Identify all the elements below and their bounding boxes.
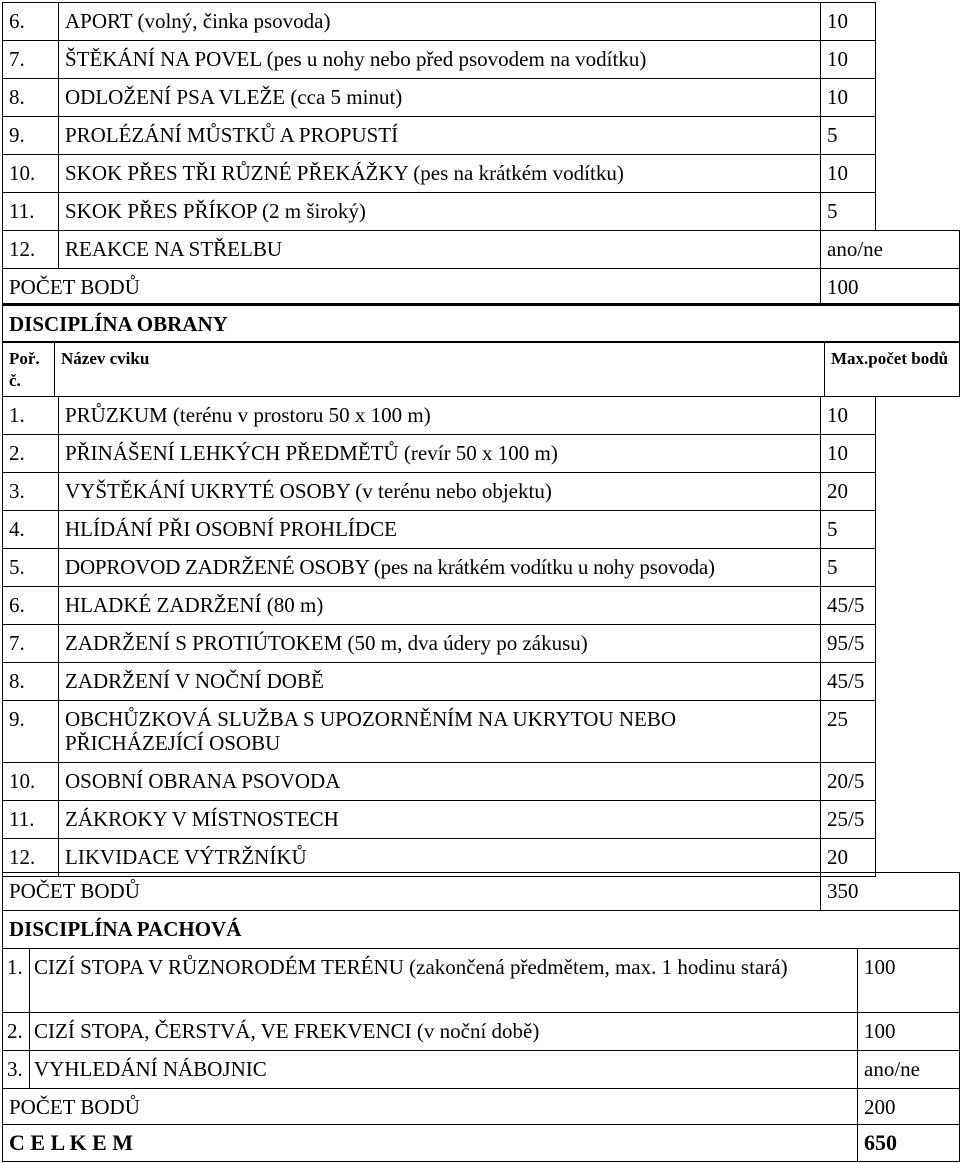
max-points: 45/5 [821, 663, 876, 701]
row-number: 8. [3, 663, 59, 701]
max-points: 5 [821, 193, 876, 231]
max-points: 10 [821, 397, 876, 435]
table-row [3, 435, 876, 473]
total-row [3, 873, 960, 911]
table-row [3, 663, 876, 701]
table-section-1-last [2, 230, 960, 269]
exercise-name: ZADRŽENÍ S PROTIÚTOKEM (50 m, dva údery po zákusu) [59, 625, 821, 663]
exercise-name: ŠTĚKÁNÍ NA POVEL (pes u nohy nebo před psovodem na vodítku) [59, 41, 821, 79]
section-2-total [2, 872, 960, 911]
table-row [3, 763, 876, 801]
exercise-name: ZÁKROKY V MÍSTNOSTECH [59, 801, 821, 839]
table-row [3, 79, 876, 117]
exercise-name: LIKVIDACE VÝTRŽNÍKŮ [59, 839, 821, 877]
row-number: 7. [3, 41, 59, 79]
table-row [3, 511, 876, 549]
total-value: 100 [821, 269, 960, 304]
row-number: 10. [3, 155, 59, 193]
grand-total-row [3, 1125, 960, 1162]
exercise-name: REAKCE NA STŘELBU [59, 231, 821, 269]
row-number: 3. [3, 473, 59, 511]
section-3-title-table [2, 910, 960, 949]
table-section-2-rest [2, 586, 876, 877]
column-header-points: Max.počet bodů [825, 342, 960, 397]
table-row [3, 231, 960, 269]
max-points: 5 [821, 549, 876, 587]
column-header-number: Poř. č. [3, 342, 55, 397]
exercise-name: HLÍDÁNÍ PŘI OSOBNÍ PROHLÍDCE [59, 511, 821, 549]
max-points: 5 [821, 117, 876, 155]
table-row [3, 839, 876, 877]
max-points: 100 [858, 949, 960, 1013]
exercise-name: APORT (volný, činka psovoda) [59, 3, 821, 41]
row-number: 9. [3, 701, 59, 763]
table-row [3, 155, 876, 193]
row-number: 10. [3, 763, 59, 801]
exercise-name: SKOK PŘES PŘÍKOP (2 m široký) [59, 193, 821, 231]
total-label: POČET BODŮ [3, 873, 821, 911]
row-number: 11. [3, 193, 59, 231]
max-points: 5 [821, 511, 876, 549]
table-row [3, 1051, 960, 1089]
table-section-3 [2, 948, 960, 1089]
table-row [3, 949, 960, 1013]
exercise-name: VYŠTĚKÁNÍ UKRYTÉ OSOBY (v terénu nebo objektu) [59, 473, 821, 511]
row-number: 12. [3, 231, 59, 269]
grand-total-label: C E L K E M [3, 1125, 858, 1162]
column-header-name: Název cviku [55, 342, 825, 397]
row-number: 3. [3, 1051, 30, 1089]
table-section-1 [2, 2, 876, 231]
exercise-name: PROLÉZÁNÍ MŮSTKŮ A PROPUSTÍ [59, 117, 821, 155]
table-row [3, 117, 876, 155]
exercise-name: CIZÍ STOPA V RŮZNORODÉM TERÉNU (zakončená předmětem, max. 1 hodinu stará) [30, 949, 858, 1013]
total-value: 200 [858, 1089, 960, 1125]
grand-total-value: 650 [858, 1125, 960, 1162]
exercise-name: OBCHŮZKOVÁ SLUŽBA S UPOZORNĚNÍM NA UKRYTOU NEBO PŘICHÁZEJÍCÍ OSOBU [59, 701, 821, 763]
section-title: DISCIPLÍNA OBRANY [3, 305, 960, 343]
table-row [3, 1013, 960, 1051]
total-value: 350 [821, 873, 960, 911]
total-label: POČET BODŮ [3, 1089, 858, 1125]
max-points: 10 [821, 41, 876, 79]
section-title: DISCIPLÍNA PACHOVÁ [3, 911, 960, 949]
table-row [3, 3, 876, 41]
section-1-total [2, 268, 960, 304]
total-label: POČET BODŮ [3, 269, 821, 304]
max-points: 20 [821, 473, 876, 511]
max-points: 10 [821, 3, 876, 41]
row-number: 1. [3, 397, 59, 435]
table-row [3, 701, 876, 763]
max-points: 45/5 [821, 587, 876, 625]
max-points: ano/ne [858, 1051, 960, 1089]
max-points: 25/5 [821, 801, 876, 839]
row-number: 5. [3, 549, 59, 587]
row-number: 9. [3, 117, 59, 155]
table-row [3, 397, 876, 435]
total-row [3, 1089, 960, 1125]
max-points: 20 [821, 839, 876, 877]
table-row [3, 193, 876, 231]
max-points: 25 [821, 701, 876, 763]
exercise-name: VYHLEDÁNÍ NÁBOJNIC [30, 1051, 858, 1089]
table-section-2 [2, 396, 876, 549]
table-row [3, 473, 876, 511]
row-number: 12. [3, 839, 59, 877]
row-number: 4. [3, 511, 59, 549]
max-points: 95/5 [821, 625, 876, 663]
table-row [3, 625, 876, 663]
row-number: 1. [3, 949, 30, 1013]
exercise-name: DOPROVOD ZADRŽENÉ OSOBY (pes na krátkém vodítku u nohy psovoda) [59, 549, 821, 587]
exercise-name: HLADKÉ ZADRŽENÍ (80 m) [59, 587, 821, 625]
row-number: 6. [3, 587, 59, 625]
table-section-2-row5 [2, 548, 876, 587]
exercise-name: SKOK PŘES TŘI RŮZNÉ PŘEKÁŽKY (pes na krátkém vodítku) [59, 155, 821, 193]
table-row [3, 587, 876, 625]
exercise-name: PRŮZKUM (terénu v prostoru 50 x 100 m) [59, 397, 821, 435]
row-number: 7. [3, 625, 59, 663]
exercise-name: ODLOŽENÍ PSA VLEŽE (cca 5 minut) [59, 79, 821, 117]
row-number: 11. [3, 801, 59, 839]
row-number: 2. [3, 1013, 30, 1051]
row-number: 6. [3, 3, 59, 41]
section-2-title-table [2, 303, 960, 343]
exercise-name: CIZÍ STOPA, ČERSTVÁ, VE FREKVENCI (v noční době) [30, 1013, 858, 1051]
section-2-header [2, 341, 960, 397]
table-row [3, 41, 876, 79]
table-row [3, 801, 876, 839]
max-points: 20/5 [821, 763, 876, 801]
total-row [3, 269, 960, 304]
section-3-total [2, 1088, 960, 1162]
exercise-name: ZADRŽENÍ V NOČNÍ DOBĚ [59, 663, 821, 701]
max-points: 10 [821, 435, 876, 473]
max-points: 10 [821, 155, 876, 193]
max-points: 10 [821, 79, 876, 117]
max-points: 100 [858, 1013, 960, 1051]
table-row [3, 549, 876, 587]
exercise-name: OSOBNÍ OBRANA PSOVODA [59, 763, 821, 801]
row-number: 8. [3, 79, 59, 117]
row-number: 2. [3, 435, 59, 473]
exercise-name: PŘINÁŠENÍ LEHKÝCH PŘEDMĚTŮ (revír 50 x 100 m) [59, 435, 821, 473]
max-points: ano/ne [821, 231, 960, 269]
